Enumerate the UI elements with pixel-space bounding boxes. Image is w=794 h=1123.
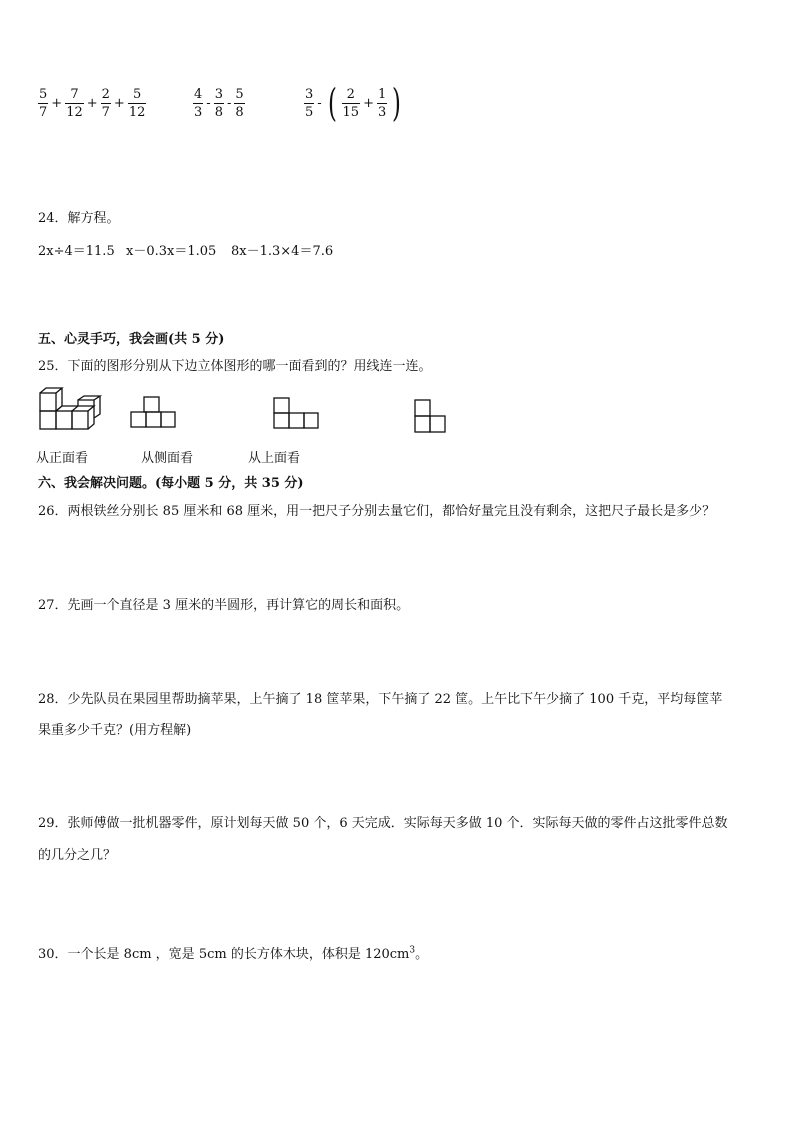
operator: +: [113, 96, 125, 111]
fraction: $\frac{2}{7}$: [101, 87, 110, 120]
operator: -: [317, 95, 322, 111]
expression-2: [193, 88, 245, 119]
view-label-top: 从上面看: [248, 451, 301, 466]
equation-1: 2x÷4＝11.5: [38, 244, 115, 259]
operator: +: [51, 96, 63, 111]
view-figure-a: [129, 395, 177, 429]
operator: +: [363, 95, 374, 111]
fraction: $\frac{7}{12}$: [66, 87, 83, 120]
operator: -: [206, 96, 211, 111]
question-26: 26．两根铁丝分别长 85 厘米和 68 厘米，用一把尺子分别去量它们，都恰好量完且没有剩余，这把尺子最长是多少？: [38, 504, 716, 519]
question-29-line-2: 的几分之几？: [38, 848, 117, 863]
equation-3: 8x－1.3×4＝7.6: [231, 244, 334, 259]
solid-figure-cubes: [38, 386, 102, 432]
fraction: $\frac{3}{5}$: [305, 86, 314, 120]
expression-3: [304, 81, 404, 125]
equation-2: x－0.3x＝1.05: [126, 244, 217, 259]
question-28-line-1: 28．少先队员在果园里帮助摘苹果，上午摘了 18 筐苹果，下午摘了 22 筐。上午比下午少摘了 100 千克，平均每筐苹: [38, 692, 723, 707]
question-25: 25．下面的图形分别从下边立体图形的哪一面看到的？用线连一连。: [38, 359, 432, 374]
right-paren: ): [392, 81, 402, 125]
question-29-line-1: 29．张师傅做一批机器零件，原计划每天做 50 个，6 天完成．实际每天多做 10 个．实际每天做的零件占这批零件总数: [38, 816, 728, 831]
operator: +: [86, 96, 98, 111]
question-30-text: 30．一个长是 8cm ，宽是 5cm 的长方体木块，体积是 120cm: [38, 947, 410, 962]
expression-1: [38, 88, 146, 119]
view-figure-c: [413, 398, 447, 434]
fraction: $\frac{2}{15}$: [342, 86, 360, 120]
question-30: [38, 943, 428, 962]
view-label-front: 从正面看: [36, 451, 89, 466]
question-24-title: 24．解方程。: [38, 211, 120, 226]
left-paren: (: [327, 81, 337, 125]
question-28-line-2: 果重多少千克？(用方程解): [38, 723, 192, 738]
fraction: $\frac{1}{3}$: [377, 86, 387, 120]
fraction: $\frac{4}{3}$: [194, 87, 203, 120]
operator: -: [226, 96, 232, 111]
view-figure-b: [272, 396, 320, 430]
cube-exponent: 3: [409, 945, 416, 956]
section-5-title: 五、心灵手巧，我会画(共 5 分): [38, 332, 225, 347]
fraction: $\frac{3}{8}$: [214, 87, 223, 120]
fraction: $\frac{5}{7}$: [39, 87, 48, 120]
section-6-title: 六、我会解决问题。(每小题 5 分，共 35 分): [38, 476, 304, 491]
fraction: $\frac{5}{8}$: [235, 87, 244, 120]
view-label-side: 从侧面看: [141, 451, 194, 466]
fraction: $\frac{5}{12}$: [128, 87, 146, 120]
question-27: 27．先画一个直径是 3 厘米的半圆形，再计算它的周长和面积。: [38, 598, 410, 613]
question-30-end: 。: [415, 947, 429, 962]
